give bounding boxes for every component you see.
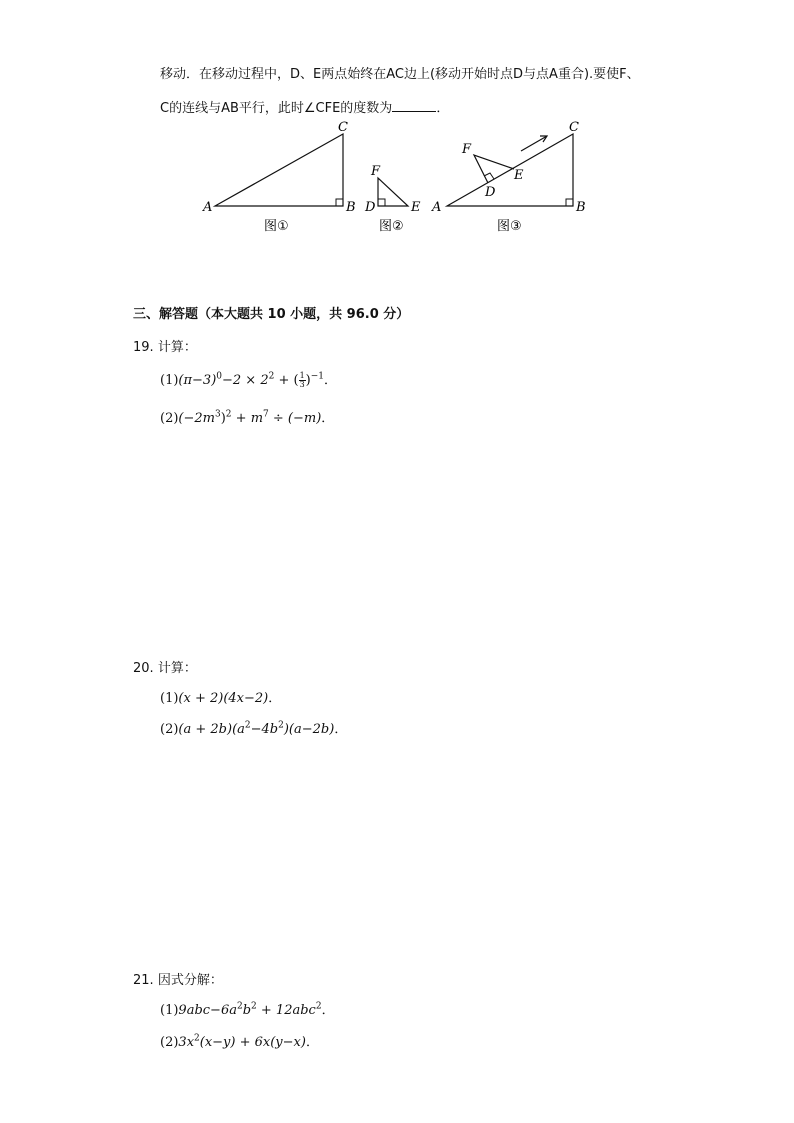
figure-2	[364, 164, 421, 234]
fig1-label-c: C	[338, 120, 348, 135]
answer-blank[interactable]	[392, 99, 436, 112]
fig3-right-angle-mark	[566, 199, 573, 206]
q20-part-2: $(2)(a + 2b)(a^2-4b^2)(a-2b)$．	[160, 720, 348, 737]
fig1-right-angle-mark	[336, 199, 343, 206]
q21-part-1: $(1)9abc-6a^2b^2 + 12abc^2$．	[160, 1001, 335, 1018]
q21-stem-line	[133, 972, 223, 990]
fig1-triangle	[215, 134, 343, 206]
fig2-label-e: E	[411, 200, 421, 215]
fig3-label-a: A	[432, 200, 442, 215]
q19-part-2: $(2)(-2m^3)^2 + m^7 \div (-m)$．	[160, 409, 335, 426]
fig2-caption: 图②	[379, 219, 404, 234]
fig2-label-d: D	[365, 200, 376, 215]
fig1-label-a: A	[203, 200, 213, 215]
q20-number: 20.	[133, 661, 154, 676]
q19-stem-line	[133, 339, 197, 357]
fig2-label-f: F	[371, 164, 381, 179]
q19-fraction: $\frac{1}{3}$	[299, 371, 305, 389]
figure-1	[202, 120, 356, 234]
fig3-label-d: D	[485, 185, 496, 200]
q21-part-2: $(2)3x^2(x-y) + 6x(y-x)$．	[160, 1033, 319, 1050]
q19-number: 19.	[133, 340, 154, 355]
q21-number: 21.	[133, 973, 154, 988]
q20-stem-line	[133, 660, 197, 678]
q19-stem: 计算：	[157, 340, 197, 355]
fig3-caption: 图③	[497, 219, 522, 234]
section-heading: 三、解答题（本大题共 10 小题，共 96.0 分）	[133, 307, 410, 322]
q19-part-1: $(1)(\pi-3)^0-2 \times 2^2$ + ( $\frac{1}{3}$ )$^{-1}$．	[160, 371, 338, 389]
q20-stem: 计算：	[157, 661, 197, 676]
figure-3	[431, 120, 586, 234]
continuation-line-2: C的连线与AB平行，此时∠CFE的度数为 ．	[160, 101, 450, 116]
fig2-right-angle-mark	[378, 199, 385, 206]
q20-part-1: (1)(x + 2)(4x−2)．	[160, 691, 282, 706]
fig2-triangle	[378, 178, 408, 206]
q21-stem: 因式分解：	[157, 973, 223, 988]
fig3-move-arrow	[521, 136, 547, 151]
fig3-label-b: B	[576, 200, 586, 215]
fig3-label-c: C	[569, 120, 579, 135]
fig3-label-e: E	[514, 168, 524, 183]
fig1-caption: 图①	[264, 219, 289, 234]
fig1-label-b: B	[346, 200, 356, 215]
fig3-label-f: F	[462, 142, 472, 157]
triangle-figures	[0, 115, 794, 265]
continuation-line-1: 移动．在移动过程中，D、E两点始终在AC边上(移动开始时点D与点A重合).要使F、	[160, 67, 640, 82]
